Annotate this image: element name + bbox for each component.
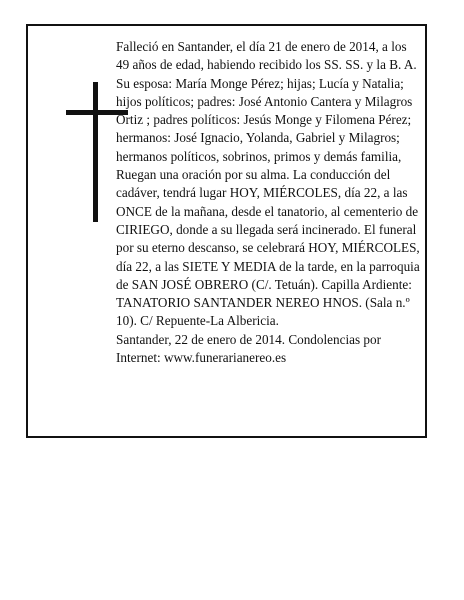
death-announcement: Falleció en Santander, el día 21 de enero de 2014, a los 49 años de edad, habiendo recibido los SS. SS. y la B. A. (116, 39, 417, 73)
date-and-condolences: Santander, 22 de enero de 2014. Condolencias por Internet: www.funerarianereo.es (116, 331, 381, 366)
funeral-details: Ruegan una oración por su alma. La conducción del cadáver, tendrá lugar HOY, MIÉRCOLES, día 22, a las ONCE de la mañana, desde el tanatorio, al cementerio de CIRIEGO, donde a su llegada será incinerado. El funeral por su eterno descanso, se celebrará HOY, MIÉRCOLES, día 22, a las SIETE Y MEDIA de la tarde, en la parroquia de SAN JOSÉ OBRERO (C/. Tetuán). Capilla Ardiente: TANATORIO SANTANDER NEREO HNOS. (Sala n.º 10). C/ Repuente-La Albericia. (116, 167, 420, 329)
family-list: Su esposa: María Monge Pérez; hijas; Lucía y Natalia; hijos políticos; padres: José Antonio Cantera y Milagros Ortiz ; padres políticos: Jesús Monge y Filomena Pérez; hermanos: José Ignacio, Yolanda, Gabriel y Milagros; hermanos políticos, sobrinos, primos y demás familia, (116, 75, 413, 164)
cross-vertical-bar (93, 82, 98, 222)
obituary-text (116, 38, 422, 367)
